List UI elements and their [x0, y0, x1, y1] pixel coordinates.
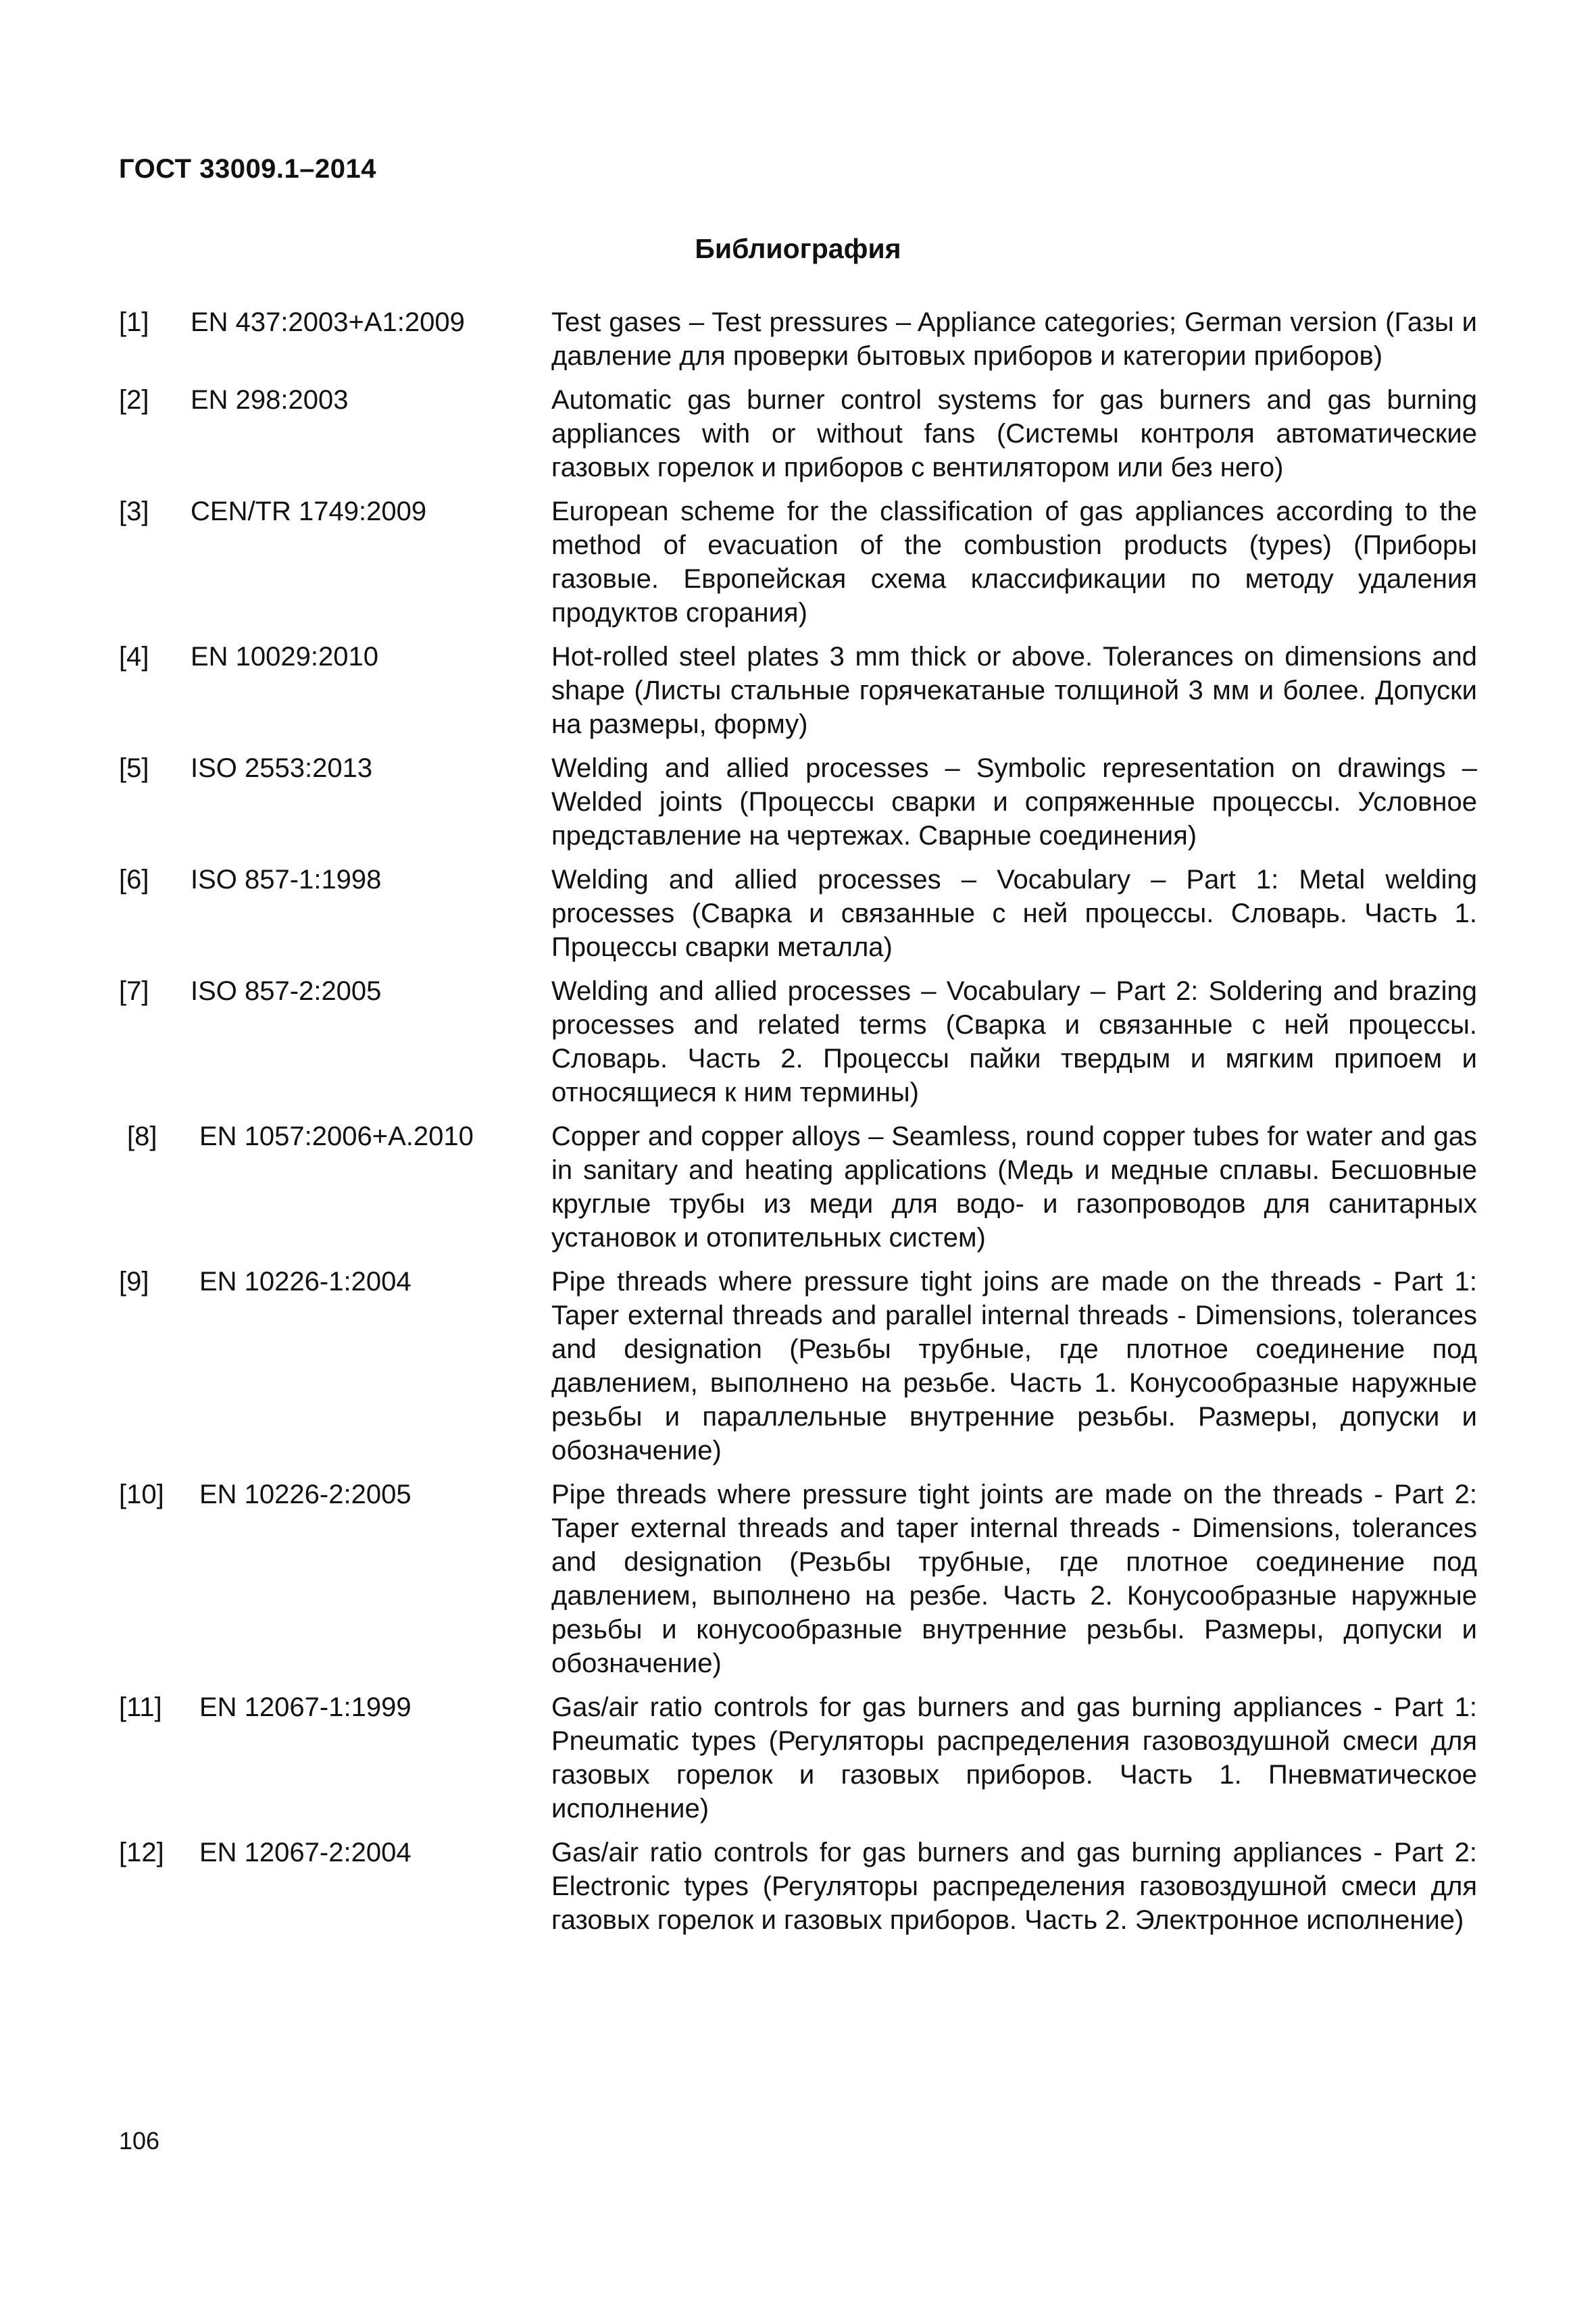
entry-number: [2]: [119, 385, 149, 415]
entry-code: CEN/TR 1749:2009: [191, 497, 427, 526]
entry-code: ISO 857-1:1998: [191, 865, 382, 895]
bibliography-list: [119, 305, 1477, 1947]
entry-number: [10]: [119, 1480, 164, 1509]
bibliography-entry: [119, 1836, 1477, 1937]
entry-number: [9]: [119, 1267, 149, 1297]
entry-title: Gas/air ratio controls for gas burners and gas burning appliances - Part 2: Electronic types (Регуляторы распределения газовоздушной смеси для газовых горелок и газовых приборов. Часть 2. Электронное исполнение): [551, 1838, 1477, 1935]
entry-code: ISO 2553:2013: [191, 753, 373, 783]
bibliography-entry: [119, 1120, 1477, 1255]
entry-title: Pipe threads where pressure tight joints are made on the threads - Part 2: Taper external threads and taper internal threads - Dimensions, tolerances and designation (Резьбы трубные, где плотное соединение под давлением, выполнено на резбе. Часть 2. Конусообразные наружные резьбы и конусообразные внутренние резьбы. Размеры, допуски и обозначение): [551, 1480, 1477, 1678]
entry-number: [3]: [119, 497, 149, 526]
entry-number: [8]: [127, 1122, 157, 1151]
entry-code: EN 298:2003: [191, 385, 349, 415]
entry-number: [11]: [119, 1692, 162, 1722]
bibliography-entry: [119, 305, 1477, 373]
entry-code: ISO 857-2:2005: [191, 976, 382, 1006]
entry-code: EN 10029:2010: [191, 642, 379, 672]
entry-number: [5]: [119, 753, 149, 783]
entry-title: Welding and allied processes – Vocabulary – Part 2: Soldering and brazing processes and related terms (Сварка и связанные с ней процессы. Словарь. Часть 2. Процессы пайки твердым и мягким припоем и относящиеся к ним термины): [551, 976, 1477, 1107]
document-code: ГОСТ 33009.1–2014: [119, 154, 377, 184]
entry-title: Welding and allied processes – Symbolic representation on drawings – Welded joints (Процессы сварки и сопряженные процессы. Условное представление на чертежах. Сварные соединения): [551, 753, 1477, 851]
bibliography-entry: [119, 1265, 1477, 1467]
bibliography-entry: [119, 383, 1477, 484]
bibliography-entry: [119, 640, 1477, 741]
page-number: 106: [119, 2127, 160, 2155]
entry-title: Hot-rolled steel plates 3 mm thick or above. Tolerances on dimensions and shape (Листы стальные горячекатаные толщиной 3 мм и более. Допуски на размеры, форму): [551, 642, 1477, 739]
entry-title: Automatic gas burner control systems for gas burners and gas burning appliances with or without fans (Системы контроля автоматические газовых горелок и приборов с вентилятором или без него): [551, 385, 1477, 482]
entry-number: [12]: [119, 1838, 164, 1867]
entry-title: Copper and copper alloys – Seamless, round copper tubes for water and gas in sanitary and heating applications (Медь и медные сплавы. Бесшовные круглые трубы из меди для водо- и газопроводов для санитарных установок и отопительных систем): [551, 1122, 1477, 1253]
entry-number: [1]: [119, 307, 149, 337]
entry-code: EN 12067-1:1999: [199, 1692, 412, 1722]
section-title: Библиография: [695, 233, 901, 264]
entry-code: EN 437:2003+A1:2009: [191, 307, 465, 337]
entry-number: [6]: [119, 865, 149, 895]
entry-number: [4]: [119, 642, 149, 672]
entry-code: EN 10226-2:2005: [199, 1480, 412, 1509]
bibliography-entry: [119, 1478, 1477, 1680]
entry-title: Test gases – Test pressures – Appliance categories; German version (Газы и давление для проверки бытовых приборов и категории приборов): [551, 307, 1477, 371]
bibliography-entry: [119, 974, 1477, 1109]
entry-code: EN 12067-2:2004: [199, 1838, 412, 1867]
bibliography-entry: [119, 495, 1477, 630]
entry-code: EN 10226-1:2004: [199, 1267, 412, 1297]
bibliography-entry: [119, 863, 1477, 964]
entry-title: Gas/air ratio controls for gas burners and gas burning appliances - Part 1: Pneumatic types (Регуляторы распределения газовоздушной смеси для газовых горелок и газовых приборов. Часть 1. Пневматическое исполнение): [551, 1692, 1477, 1823]
entry-title: Welding and allied processes – Vocabulary – Part 1: Metal welding processes (Сварка и связанные с ней процессы. Словарь. Часть 1. Процессы сварки металла): [551, 865, 1477, 962]
entry-number: [7]: [119, 976, 149, 1006]
entry-title: Pipe threads where pressure tight joins are made on the threads - Part 1: Taper external threads and parallel internal threads - Dimensions, tolerances and designation (Резьбы трубные, где плотное соединение под давлением, выполнено на резьбе. Часть 1. Конусообразные наружные резьбы и параллельные внутренние резьбы. Размеры, допуски и обозначение): [551, 1267, 1477, 1465]
bibliography-entry: [119, 751, 1477, 853]
bibliography-entry: [119, 1690, 1477, 1826]
entry-code: EN 1057:2006+A.2010: [199, 1122, 474, 1151]
entry-title: European scheme for the classification of gas appliances according to the method of evacuation of the combustion products (types) (Приборы газовые. Европейская схема классификации по методу удаления продуктов сгорания): [551, 497, 1477, 628]
